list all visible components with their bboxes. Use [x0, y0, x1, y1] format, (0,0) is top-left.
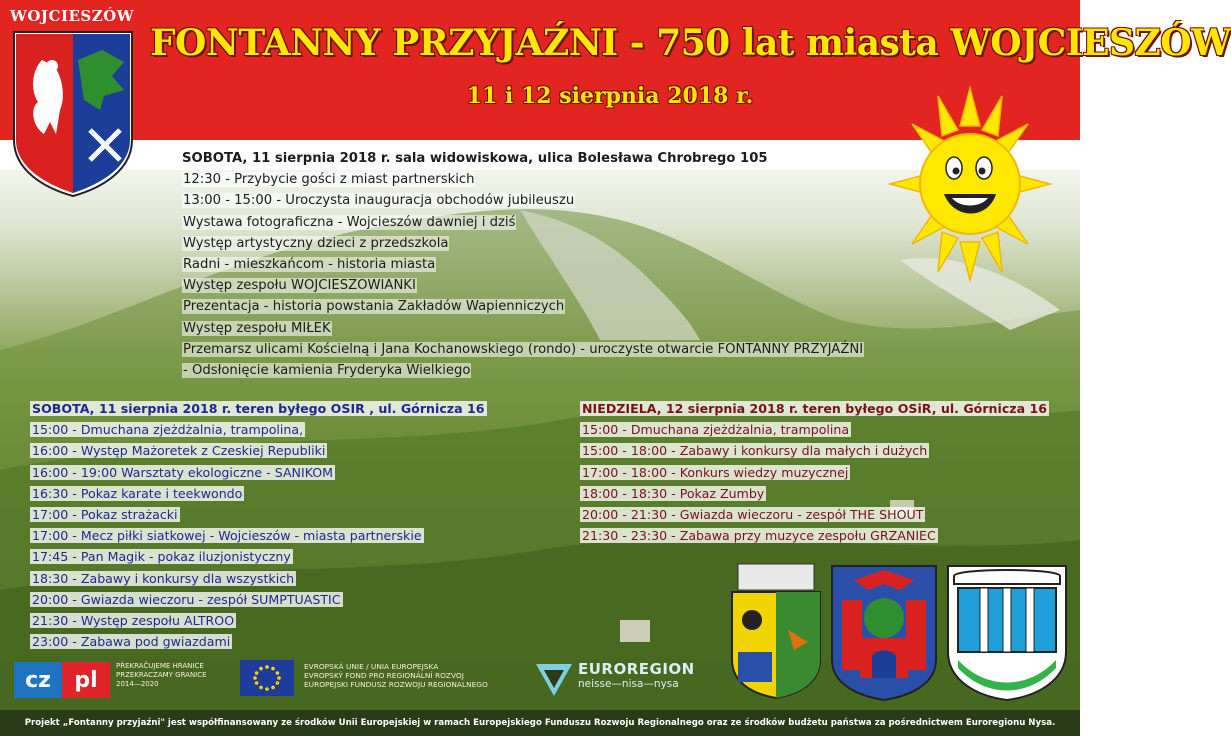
list-item: Występ zespołu WOJCIESZOWIANKI	[183, 278, 416, 294]
funding-footer: Projekt „Fontanny przyjaźni" jest współfinansowany ze środków Unii Europejskiej w ramach Europejskiego Funduszu Rozwoju Regionalnego oraz ze środków budżetu państwa za pośrednictwem Euroregionu Nysa.	[0, 710, 1080, 736]
list-item: 12:30 - Przybycie gości z miast partnerskich	[183, 172, 475, 188]
saturday-osir-heading: SOBOTA, 11 sierpnia 2018 r. teren byłego OSIR , ul. Górnicza 16	[32, 401, 485, 416]
list-item: 16:30 - Pokaz karate i teekwondo	[32, 485, 243, 501]
list-item: 16:00 - Występ Mażoretek z Czeskiej Republiki	[32, 443, 326, 459]
euroregion-logo-icon	[534, 658, 574, 698]
list-item: Radni - mieszkańcom - historia miasta	[183, 257, 436, 273]
list-item: - Odsłonięcie kamienia Fryderyka Wielkiego	[183, 363, 471, 379]
list-item: 23:00 - Zabawa pod gwiazdami	[32, 634, 231, 650]
list-item: 21:30 - 23:30 - Zabawa przy muzyce zespołu GRZANIEC	[582, 528, 936, 544]
list-item: Występ zespołu MIŁEK	[183, 320, 331, 336]
list-item: 20:00 - 21:30 - Gwiazda wieczoru - zespół THE SHOUT	[582, 507, 924, 523]
czpl-cz: cz	[14, 662, 62, 698]
list-item: 15:00 - Dmuchana zjeżdżalnia, trampolina	[582, 422, 850, 438]
list-item: Przemarsz ulicami Kościelną i Jana Kochanowskiego (rondo) - uroczyste otwarcie FONTANNY PRZYJAŹNI	[183, 341, 864, 357]
saturday-osir-schedule	[30, 398, 550, 652]
list-item: 18:30 - Zabawy i konkursy dla wszystkich	[32, 570, 295, 586]
list-item: 20:00 - Gwiazda wieczoru - zespół SUMPTUASTIC	[32, 591, 341, 607]
eu-flag-icon	[240, 660, 294, 696]
list-item: 17:00 - 18:00 - Konkurs wiedzy muzycznej	[582, 464, 849, 480]
czpl-pl: pl	[62, 662, 110, 698]
list-item: Występ artystyczny dzieci z przedszkola	[183, 235, 449, 251]
list-item: 15:00 - Dmuchana zjeżdżalnia, trampolina,	[32, 422, 304, 438]
sponsor-logos	[0, 650, 720, 710]
euroregion-caption: EUROREGION neisse—nisa—nysa	[578, 660, 695, 690]
czpl-logo	[14, 662, 110, 698]
eu-caption: EVROPSKÁ UNIE / UNIA EUROPEJSKA EVROPSKÝ FOND PRO REGIONÁLNÍ ROZVOJ EUROPEJSKI FUNDUSZ ROZWOJU REGIONALNEGO	[304, 662, 488, 690]
czpl-caption: PŘEKRAČUJEME HRANICE PRZEKRACZAMY GRANICE 2014—2020	[116, 662, 207, 688]
list-item: Wystawa fotograficzna - Wojcieszów dawniej i dziś	[183, 214, 516, 230]
list-item: 17:00 - Mecz piłki siatkowej - Wojcieszów - miasta partnerskie	[32, 528, 422, 544]
partner-crests	[728, 560, 1068, 700]
list-item: Prezentacja - historia powstania Zakładów Wapienniczych	[183, 299, 565, 315]
event-dates: 11 i 12 sierpnia 2018 r.	[466, 83, 754, 109]
partner-crest-2-icon	[832, 566, 936, 700]
saturday-hall-schedule	[182, 148, 942, 381]
sunday-osir-schedule	[580, 398, 1060, 546]
saturday-hall-heading: SOBOTA, 11 sierpnia 2018 r. sala widowiskowa, ulica Bolesława Chrobrego 105	[182, 151, 768, 166]
list-item: 13:00 - 15:00 - Uroczysta inauguracja obchodów jubileuszu	[183, 193, 575, 209]
list-item: 17:45 - Pan Magik - pokaz iluzjonistyczny	[32, 549, 291, 565]
list-item: 16:00 - 19:00 Warsztaty ekologiczne - SANIKOM	[32, 464, 334, 480]
city-label: WOJCIESZÓW	[10, 7, 135, 25]
wojcieszow-coat-of-arms-icon	[12, 30, 134, 198]
list-item: 21:30 - Występ zespołu ALTROO	[32, 613, 235, 629]
sunday-osir-heading: NIEDZIELA, 12 sierpnia 2018 r. teren byłego OSiR, ul. Górnicza 16	[582, 401, 1048, 416]
partner-crest-3-icon	[948, 566, 1066, 700]
list-item: 18:00 - 18:30 - Pokaz Zumby	[582, 485, 765, 501]
list-item: 17:00 - Pokaz strażacki	[32, 507, 178, 523]
partner-crest-1-icon	[732, 564, 820, 698]
page-title: FONTANNY PRZYJAŹNI - 750 lat miasta WOJCIESZÓW	[150, 22, 1231, 64]
list-item: 15:00 - 18:00 - Zabawy i konkursy dla małych i dużych	[582, 443, 928, 459]
